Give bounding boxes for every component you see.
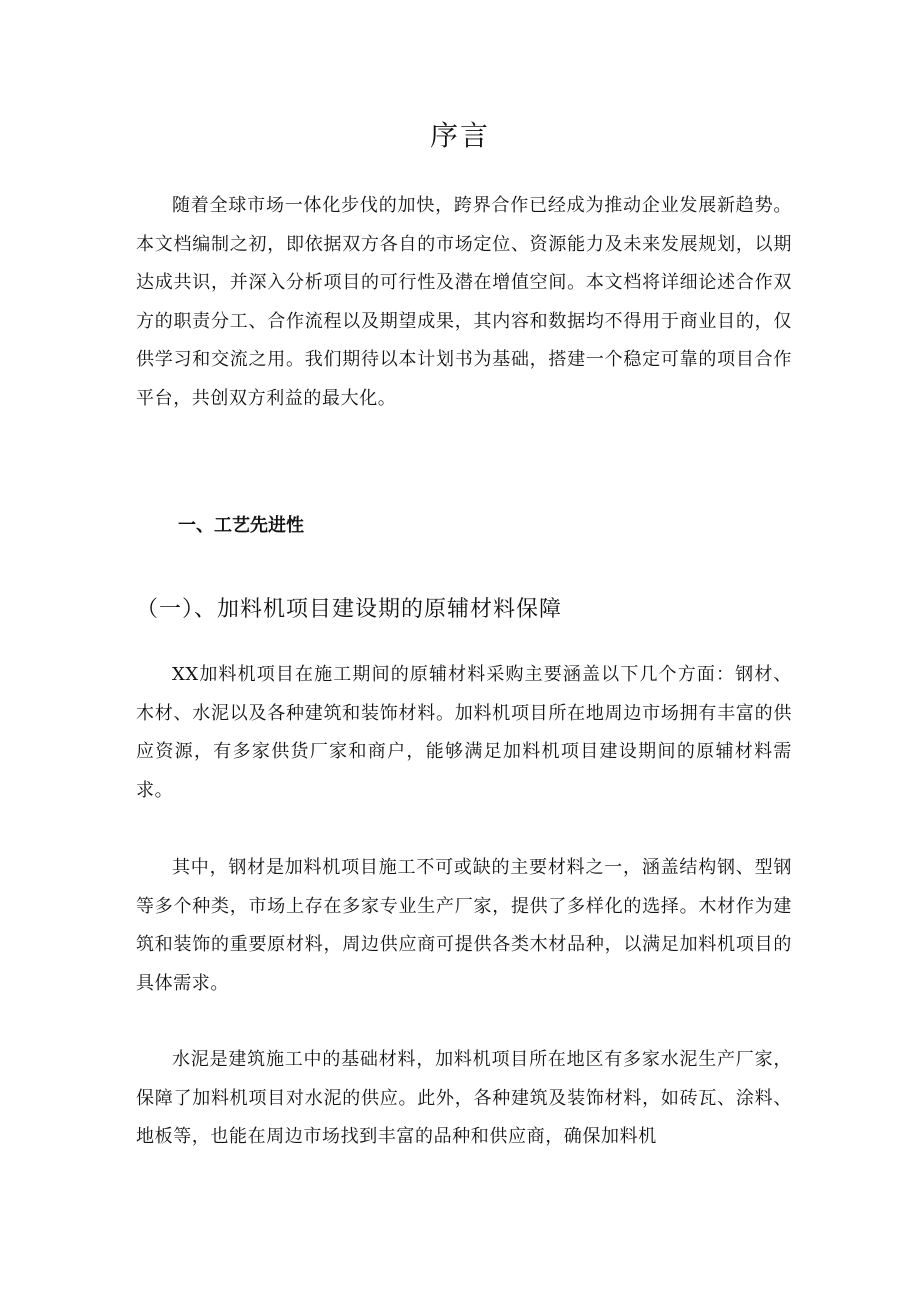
subsection-heading: （一）、加料机项目建设期的原辅材料保障 bbox=[136, 597, 563, 622]
body-paragraph-1: XX加料机项目在施工期间的原辅材料采购主要涵盖以下几个方面：钢材、木材、水泥以及各种建筑和装饰材料。加料机项目所在地周边市场拥有丰富的供应资源，有多家供货厂家和商户，能够满足加料机项目建设期间的原辅材料需求。 bbox=[136, 664, 792, 801]
body-paragraph-3: 水泥是建筑施工中的基础材料，加料机项目所在地区有多家水泥生产厂家，保障了加料机项目对水泥的供应。此外，各种建筑及装饰材料，如砖瓦、涂料、地板等，也能在周边市场找到丰富的品种和供应商，确保加料机 bbox=[136, 1049, 792, 1147]
page-title: 序言 bbox=[429, 119, 490, 152]
preface-paragraph: 随着全球市场一体化步伐的加快，跨界合作已经成为推动企业发展新趋势。本文档编制之初，即依据双方各自的市场定位、资源能力及未来发展规划，以期达成共识，并深入分析项目的可行性及潜在增值空间。本文档将详细论述合作双方的职责分工、合作流程以及期望成果，其内容和数据均不得用于商业目的，仅供学习和交流之用。我们期待以本计划书为基础，搭建一个稳定可靠的项目合作平台，共创双方利益的最大化。 bbox=[136, 195, 792, 409]
body-paragraph-2: 其中，钢材是加料机项目施工不可或缺的主要材料之一，涵盖结构钢、型钢等多个种类，市场上存在多家专业生产厂家，提供了多样化的选择。木材作为建筑和装饰的重要原材料，周边供应商可提供各类木材品种，以满足加料机项目的具体需求。 bbox=[136, 857, 792, 994]
section-heading: 一、工艺先进性 bbox=[178, 515, 304, 536]
